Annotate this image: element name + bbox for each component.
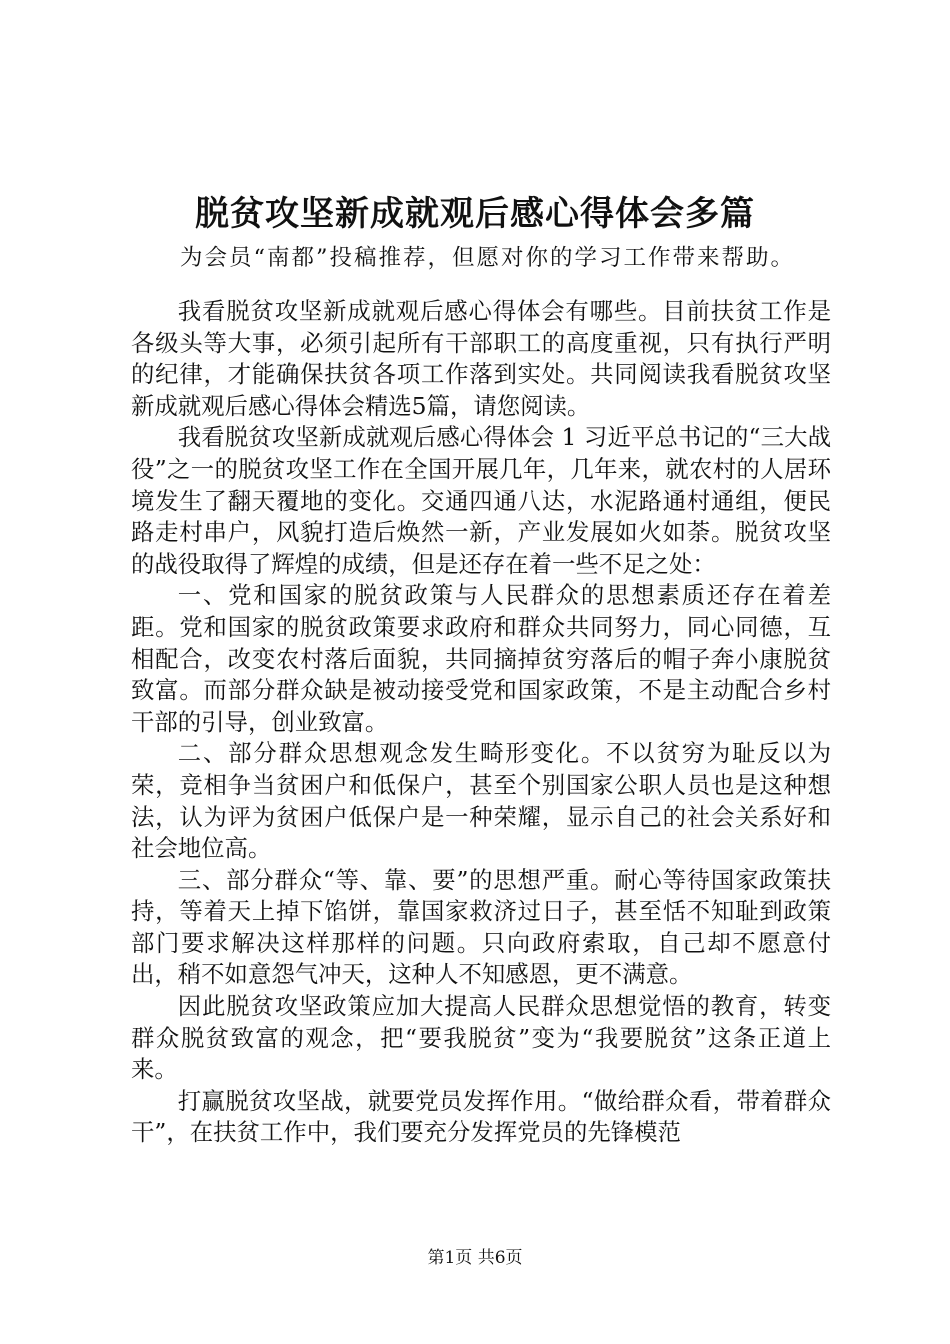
page-footer: 第1页 共6页: [427, 1248, 523, 1268]
document-body: [131, 296, 831, 1149]
paragraph-essay-1-opening: 我看脱贫攻坚新成就观后感心得体会 1 习近平总书记的“三大战役”之一的脱贫攻坚工作在全国开展几年，几年来，就农村的人居环境发生了翻天覆地的变化。交通四通八达，水泥路通村通组，便民路走村串户，风貌打造后焕然一新，产业发展如火如荼。脱贫攻坚的战役取得了辉煌的成绩，但是还存在着一些不足之处：: [131, 423, 831, 578]
document-subtitle: 为会员“南都”投稿推荐，但愿对你的学习工作带来帮助。: [180, 245, 796, 271]
paragraph-party-members: 打赢脱贫攻坚战，就要党员发挥作用。“做给群众看，带着群众干”，在扶贫工作中，我们要充分发挥党员的先锋模范: [131, 1086, 831, 1147]
paragraph-point-one: 一、党和国家的脱贫政策与人民群众的思想素质还存在着差距。党和国家的脱贫政策要求政府和群众共同努力，同心同德，互相配合，改变农村落后面貌，共同摘掉贫穷落后的帽子奔小康脱贫致富。而部分群众缺是被动接受党和国家政策，不是主动配合乡村干部的引导，创业致富。: [131, 581, 831, 736]
document-title: 脱贫攻坚新成就观后感心得体会多篇: [195, 194, 755, 234]
paragraph-point-two: 二、部分群众思想观念发生畸形变化。不以贫穷为耻反以为荣，竞相争当贫困户和低保户，甚至个别国家公职人员也是这种想法，认为评为贫困户低保户是一种荣耀，显示自己的社会关系好和社会地位高。: [131, 739, 831, 863]
paragraph-point-three: 三、部分群众“等、靠、要”的思想严重。耐心等待国家政策扶持，等着天上掉下馅饼，靠国家救济过日子，甚至恬不知耻到政策部门要求解决这样那样的问题。只向政府索取，自己却不愿意付出，稍不如意怨气冲天，这种人不知感恩，更不满意。: [131, 865, 831, 989]
paragraph-intro: 我看脱贫攻坚新成就观后感心得体会有哪些。目前扶贫工作是各级头等大事，必须引起所有干部职工的高度重视，只有执行严明的纪律，才能确保扶贫各项工作落到实处。共同阅读我看脱贫攻坚新成就观后感心得体会精选5篇，请您阅读。: [131, 297, 831, 420]
paragraph-conclusion: 因此脱贫攻坚政策应加大提高人民群众思想觉悟的教育，转变群众脱贫致富的观念，把“要我脱贫”变为“我要脱贫”这条正道上来。: [131, 992, 831, 1084]
